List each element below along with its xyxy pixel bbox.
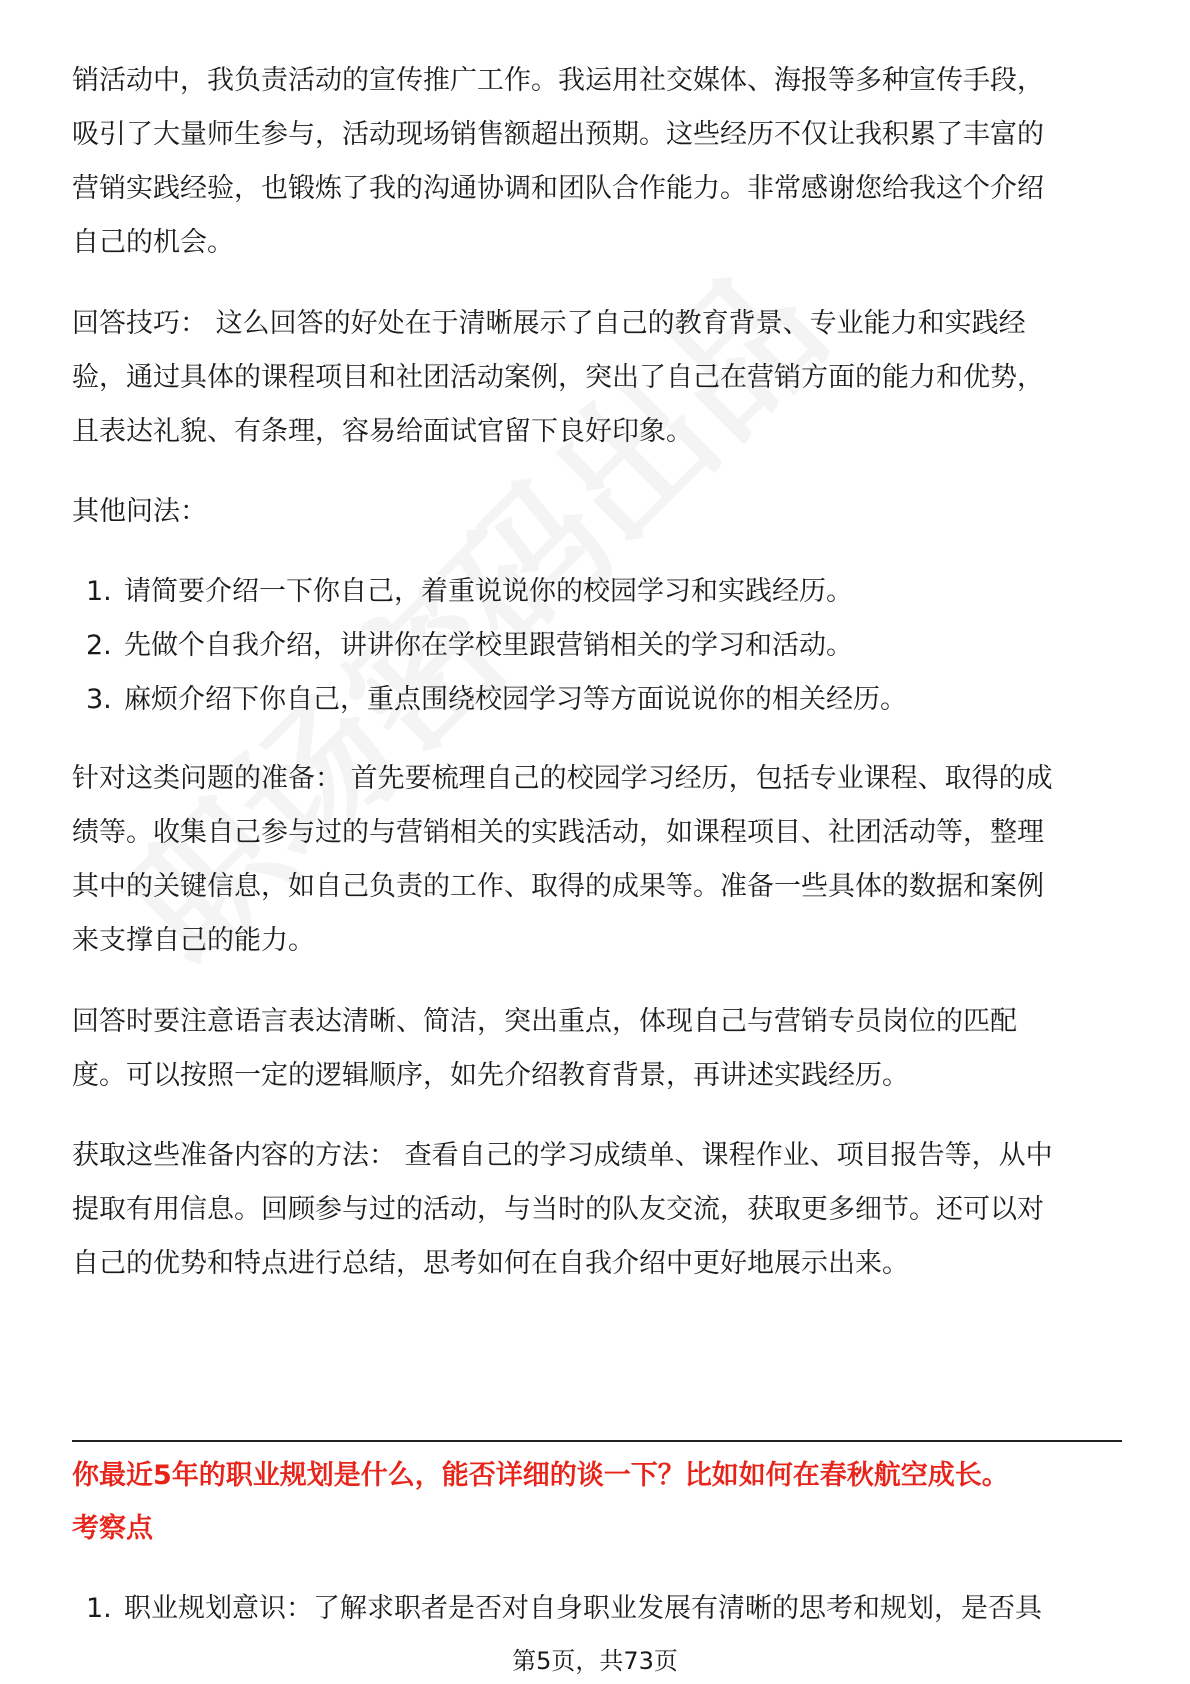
page-footer: 第5页，共73页 — [512, 1647, 678, 1675]
list-item — [86, 1580, 1116, 1638]
list-number: 1. — [86, 576, 112, 607]
list-item — [86, 617, 1116, 675]
preparation-line: 其中的关键信息，如自己负责的工作、取得的成果等。准备一些具体的数据和案例 — [72, 871, 1044, 902]
paragraph-line: 销活动中，我负责活动的宣传推广工作。我运用社交媒体、海报等多种宣传手段， — [72, 65, 1044, 96]
list-text: 请简要介绍一下你自己，着重说说你的校园学习和实践经历。 — [124, 576, 853, 607]
preparation-line: 针对这类问题的准备： 首先要梳理自己的校园学习经历，包括专业课程、取得的成 — [72, 763, 1053, 794]
preparation-line: 来支撑自己的能力。 — [72, 925, 315, 956]
divider — [72, 1440, 1122, 1442]
paragraph-line: 回答时要注意语言表达清晰、简洁，突出重点，体现自己与营销专员岗位的匹配 — [72, 1006, 1017, 1037]
paragraph-line: 度。可以按照一定的逻辑顺序，如先介绍教育背景，再讲述实践经历。 — [72, 1060, 909, 1091]
paragraph-line: 自己的机会。 — [72, 227, 234, 258]
list-text: 麻烦介绍下你自己，重点围绕校园学习等方面说说你的相关经历。 — [124, 684, 907, 715]
answer-tips-line: 回答技巧： 这么回答的好处在于清晰展示了自己的教育背景、专业能力和实践经 — [72, 308, 1026, 339]
answer-tips-line: 验，通过具体的课程项目和社团活动案例，突出了自己在营销方面的能力和优势， — [72, 362, 1044, 393]
other-questions-heading: 其他问法： — [72, 496, 207, 527]
method-line: 自己的优势和特点进行总结，思考如何在自我介绍中更好地展示出来。 — [72, 1248, 909, 1279]
paragraph-line: 营销实践经验，也锻炼了我的沟通协调和团队合作能力。非常感谢您给我这个介绍 — [72, 173, 1044, 204]
preparation-line: 绩等。收集自己参与过的与营销相关的实践活动，如课程项目、社团活动等，整理 — [72, 817, 1044, 848]
list-text: 先做个自我介绍，讲讲你在学校里跟营销相关的学习和活动。 — [124, 630, 853, 661]
answer-tips-line: 且表达礼貌、有条理，容易给面试官留下良好印象。 — [72, 416, 693, 447]
method-line: 获取这些准备内容的方法： 查看自己的学习成绩单、课程作业、项目报告等，从中 — [72, 1140, 1053, 1171]
list-item — [86, 563, 1116, 621]
list-number: 2. — [86, 630, 112, 661]
method-line: 提取有用信息。回顾参与过的活动，与当时的队友交流，获取更多细节。还可以对 — [72, 1194, 1044, 1225]
list-text: 职业规划意识：了解求职者是否对自身职业发展有清晰的思考和规划，是否具 — [124, 1593, 1042, 1624]
section-title: 考察点 — [72, 1513, 153, 1544]
question-heading: 你最近5年的职业规划是什么，能否详细的谈一下？比如如何在春秋航空成长。 — [72, 1460, 1009, 1491]
list-number: 1. — [86, 1593, 112, 1624]
paragraph-line: 吸引了大量师生参与，活动现场销售额超出预期。这些经历不仅让我积累了丰富的 — [72, 119, 1044, 150]
list-item — [86, 671, 1116, 729]
list-number: 3. — [86, 684, 112, 715]
